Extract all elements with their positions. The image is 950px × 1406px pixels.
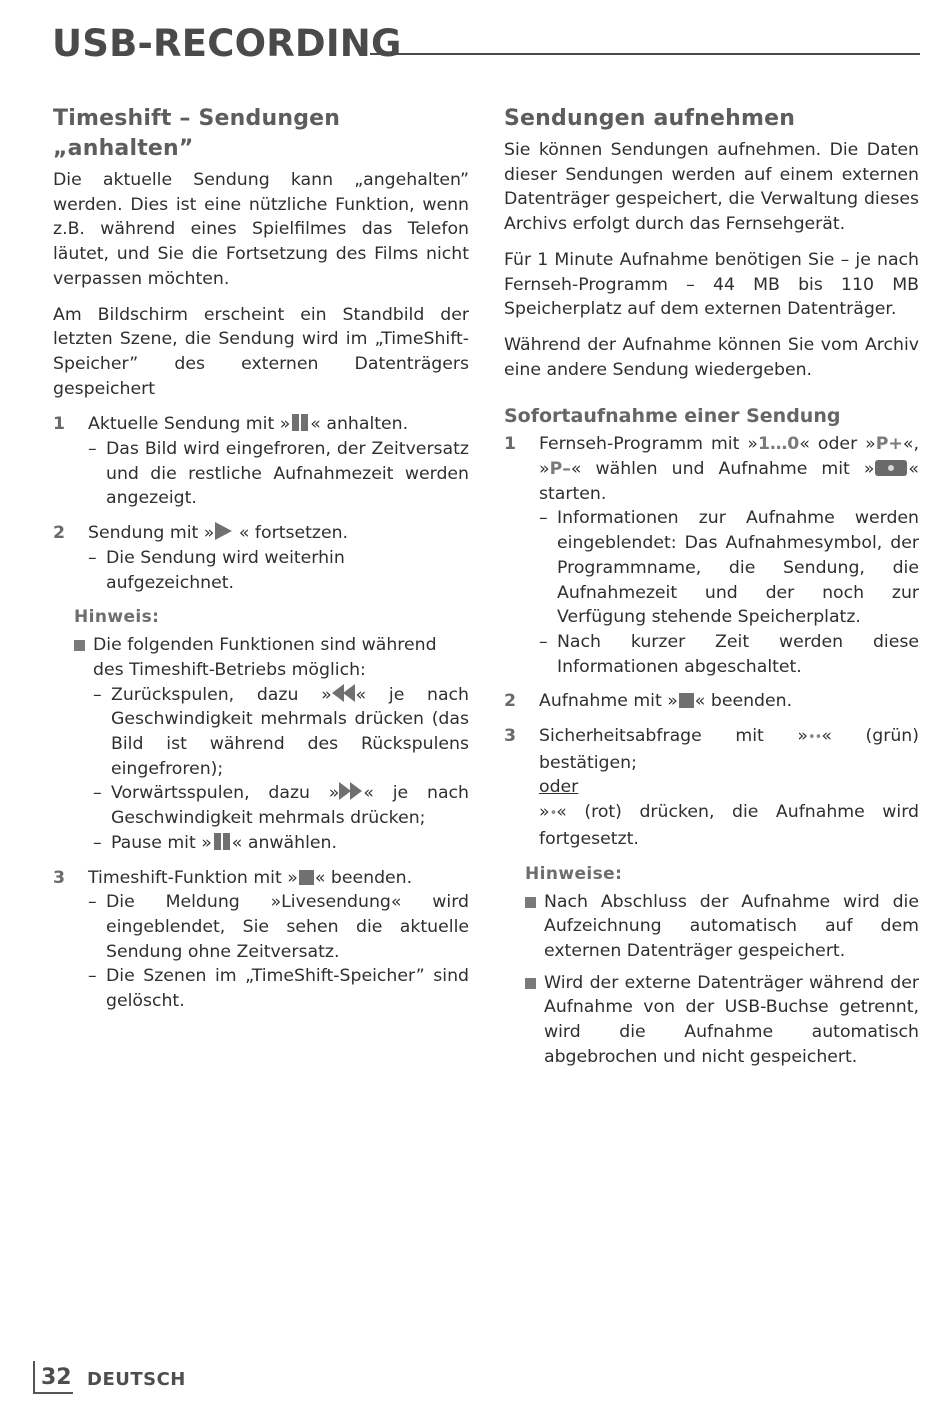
stop-icon [679, 693, 694, 708]
step-text-post: « fortsetzen. [233, 523, 349, 544]
right-column [504, 104, 919, 1070]
step-text-post: « anhalten. [310, 414, 409, 435]
left-column [53, 104, 469, 1014]
or-text: oder [539, 777, 579, 798]
header-rule [370, 53, 920, 55]
pause-icon [212, 833, 232, 850]
substep-text: Das Bild wird eingefroren, der Zeitversatz und die restliche Aufnahmezeit werden angezeigt. [106, 439, 469, 509]
forward-text-pre: Vorwärtsspulen, dazu » [111, 783, 340, 804]
note-bullet-text: Nach Abschluss der Aufnahme wird die Aufzeichnung automatisch auf dem externen Datenträger gespeichert. [544, 891, 919, 961]
note-bullet [74, 633, 469, 855]
step-text: » [539, 802, 550, 823]
square-bullet-icon [74, 640, 85, 651]
square-bullet-icon [525, 897, 536, 908]
step-number: 3 [504, 726, 517, 747]
step-text-pre: Sendung mit » [88, 523, 215, 544]
substep-text: Die Sendung wird weiterhin aufgezeichnet. [106, 547, 345, 593]
key-channel-down: P– [549, 459, 571, 480]
page-number: 32 [41, 1365, 72, 1390]
step-text-pre: Sicherheitsabfrage mit » [539, 726, 808, 747]
rewind-icon [332, 684, 356, 702]
notes-title: Hinweise: [525, 863, 623, 884]
pause-text-pre: Pause mit » [111, 832, 212, 853]
step-substep [539, 506, 919, 630]
step-substep [88, 890, 469, 964]
note-bullet-text: Wird der externe Datenträger während der Aufnahme von der USB-Buchse getrennt, wird die Aufnahme automatisch abgebrochen und nicht gespeichert. [544, 972, 919, 1067]
note-bullet [525, 890, 919, 964]
note-title: Hinweis: [74, 607, 160, 628]
step-text-pre: Fernseh-Programm mit » [539, 434, 758, 455]
substep-text: Nach kurzer Zeit werden diese Informationen abgeschaltet. [557, 631, 919, 677]
recording-step-3 [504, 724, 919, 852]
recording-heading: Sendungen aufnehmen [504, 106, 796, 131]
substep-text: Die Meldung »Livesendung« wird eingeblendet, Sie sehen die aktuelle Sendung ohne Zeitversatz. [106, 892, 469, 962]
step-number: 1 [53, 414, 66, 435]
timeshift-note [53, 605, 469, 855]
play-icon [215, 522, 232, 540]
step-number: 2 [53, 523, 66, 544]
recording-storage: Für 1 Minute Aufnahme benötigen Sie – je nach Fernseh-Programm – 44 MB bis 110 MB Speicherplatz auf dem externen Datenträger. [504, 249, 919, 320]
step-text-pre: Aufnahme mit » [539, 691, 678, 712]
rewind-text-post: « je nach Geschwindigkeit mehrmals drücken (das Bild ist während des Rückspulens eingefroren); [111, 684, 469, 779]
record-icon [875, 460, 907, 476]
step-text-post: « beenden. [314, 867, 413, 888]
instant-recording-heading: Sofortaufnahme einer Sendung [504, 405, 841, 428]
timeshift-step-3 [53, 866, 469, 1014]
forward-text-post: « je nach Geschwindigkeit mehrmals drücken; [111, 783, 469, 829]
red-button-icon: • [549, 806, 557, 822]
step-substep [88, 437, 469, 511]
note-rewind [93, 683, 469, 782]
step-text-pre: Aktuelle Sendung mit » [88, 414, 291, 435]
step-substep [539, 630, 919, 679]
step-text-pre: Timeshift-Funktion mit » [88, 867, 298, 888]
recording-intro: Sie können Sendungen aufnehmen. Die Daten dieser Sendungen werden auf einem externen Datenträger gespeichert, die Verwaltung dieses Archivs erfolgt durch das Fernsehgerät. [504, 140, 919, 235]
footer-language: DEUTSCH [87, 1369, 186, 1390]
timeshift-step-2 [53, 521, 469, 595]
recording-step-1 [504, 432, 919, 679]
key-channel-up: P+ [875, 434, 903, 455]
stop-icon [299, 870, 314, 885]
step-text-post: « beenden. [694, 691, 793, 712]
rewind-text-pre: Zurückspulen, dazu » [111, 684, 332, 705]
fast-forward-icon [339, 782, 363, 800]
note-forward [93, 781, 469, 830]
timeshift-intro: Die aktuelle Sendung kann „angehalten” werden. Dies ist eine nützliche Funktion, wenn z.B. während eines Spielfilmes das Telefon läutet, und Sie die Fortsetzung des Films nicht verpassen möchten. [53, 170, 469, 289]
step-number: 1 [504, 434, 517, 455]
note-pause [93, 831, 469, 856]
step-number: 2 [504, 691, 517, 712]
pause-icon [290, 414, 310, 431]
recording-step-2 [504, 689, 919, 714]
step-number: 3 [53, 867, 66, 888]
note-bullet-text: Die folgenden Funktionen sind während des Timeshift-Betriebs möglich: [93, 635, 437, 680]
step-text: « (grün) bestätigen; [539, 726, 920, 773]
note-bullet [525, 971, 919, 1070]
footer-rule [33, 1392, 73, 1394]
footer-bar [33, 1361, 35, 1393]
step-text-post: « (rot) drücken, die Aufnahme wird fortgesetzt. [539, 802, 919, 849]
square-bullet-icon [525, 978, 536, 989]
page-title: USB-RECORDING [52, 22, 402, 65]
step-substep [88, 546, 469, 595]
timeshift-heading: Timeshift – Sendungen „anhalten” [53, 106, 341, 161]
step-text: «, » [539, 434, 919, 480]
page-header [52, 18, 920, 70]
step-text: « wählen und Aufnahme mit » [570, 459, 875, 480]
step-text: « oder » [799, 434, 876, 455]
timeshift-description: Am Bildschirm erscheint ein Standbild der letzten Szene, die Sendung wird im „TimeShift-Speicher” des externen Datenträgers gespeichert [53, 304, 469, 399]
step-substep [88, 964, 469, 1013]
substep-text: Die Szenen im „TimeShift-Speicher” sind gelöscht. [106, 966, 469, 1012]
timeshift-step-1 [53, 412, 469, 511]
recording-notes [504, 862, 919, 1070]
key-digits: 1…0 [757, 434, 800, 455]
substep-text: Informationen zur Aufnahme werden eingeblendet: Das Aufnahmesymbol, der Programmname, die Sendung, die Aufnahmezeit und der noch zur Verfügung stehende Speicherplatz. [557, 508, 919, 628]
pause-text-post: « anwählen. [231, 832, 337, 853]
green-button-icon: •• [808, 730, 822, 746]
recording-playback: Während der Aufnahme können Sie vom Archiv eine andere Sendung wiedergeben. [504, 334, 919, 380]
step-text-post: « starten. [539, 459, 919, 504]
